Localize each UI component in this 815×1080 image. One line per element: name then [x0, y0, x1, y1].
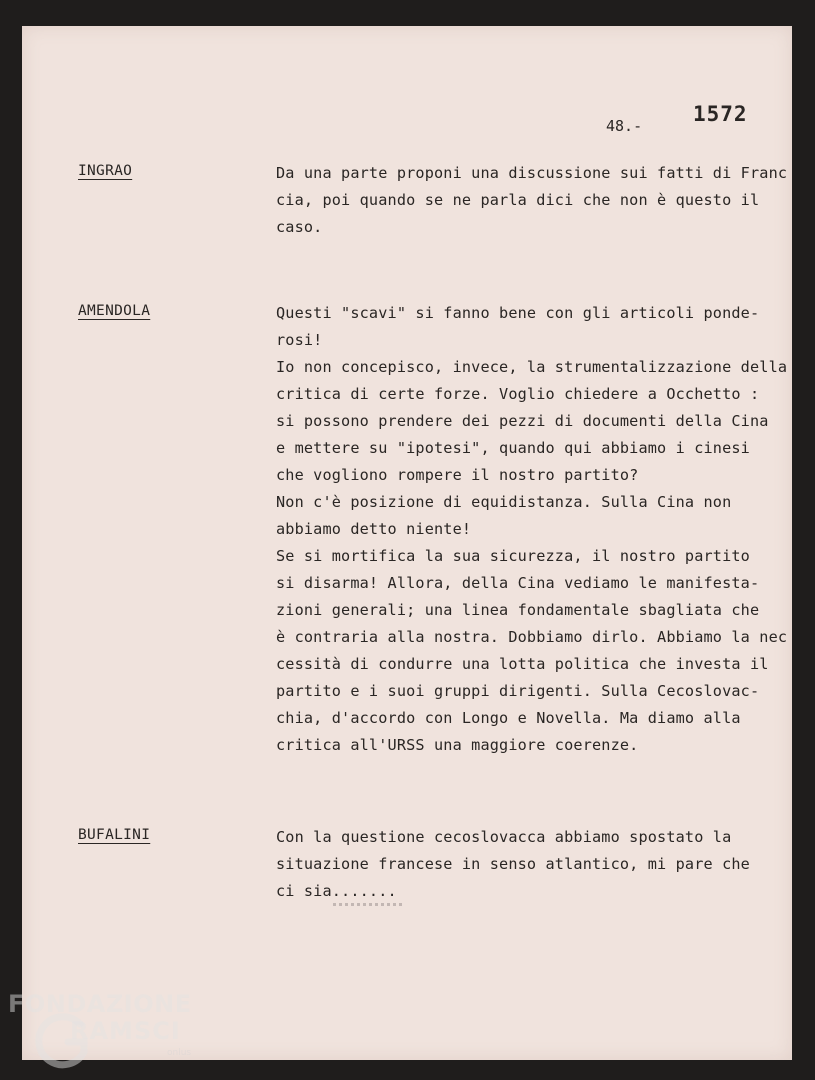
speech-line: rosi! [276, 331, 323, 349]
dotted-underline-mark [333, 903, 403, 906]
speaker-bufalini: BUFALINI [78, 827, 151, 843]
speech-line: è contraria alla nostra. Dobbiamo dirlo. Abbiamo la nec [276, 628, 788, 646]
speech-line: caso. [276, 218, 323, 236]
speech-bufalini [276, 824, 792, 905]
speaker-ingrao: INGRAO [78, 163, 133, 179]
speech-line: zioni generali; una linea fondamentale sbagliata che [276, 601, 760, 619]
speech-line: Io non concepisco, invece, la strumentalizzazione della [276, 358, 788, 376]
speech-line: situazione francese in senso atlantico, mi pare che [276, 855, 750, 873]
speech-line: si possono prendere dei pezzi di documenti della Cina [276, 412, 769, 430]
logo-text-gramsci: RAMSCI [70, 1017, 181, 1045]
speech-line: abbiamo detto niente! [276, 520, 472, 538]
speech-line: Non c'è posizione di equidistanza. Sulla Cina non [276, 493, 732, 511]
speech-line: si disarma! Allora, della Cina vediamo le manifesta- [276, 574, 760, 592]
speech-line: cessità di condurre una lotta politica che investa il [276, 655, 769, 673]
fondazione-gramsci-logo [4, 990, 204, 1070]
speech-line: Questi "scavi" si fanno bene con gli articoli ponde- [276, 304, 760, 322]
speech-line: chia, d'accordo con Longo e Novella. Ma diamo alla [276, 709, 741, 727]
speech-line: critica di certe forze. Voglio chiedere a Occhetto : [276, 385, 760, 403]
speech-line: Se si mortifica la sua sicurezza, il nostro partito [276, 547, 750, 565]
sub-page-number: 48.- [606, 117, 643, 135]
speech-line: Con la questione cecoslovacca abbiamo spostato la [276, 828, 732, 846]
logo-text-onlus: onlus [167, 1048, 192, 1058]
speech-line: ci sia....... [276, 882, 397, 900]
speech-line: Da una parte proponi una discussione sui fatti di Franc [276, 164, 788, 182]
speech-line: e mettere su "ipotesi", quando qui abbiamo i cinesi [276, 439, 750, 457]
speaker-amendola: AMENDOLA [78, 303, 151, 319]
speech-line: cia, poi quando se ne parla dici che non è questo il [276, 191, 760, 209]
speech-amendola [276, 300, 792, 759]
logo-text-fondazione: FONDAZIONE [8, 990, 192, 1018]
speech-ingrao [276, 160, 792, 241]
speech-line: che vogliono rompere il nostro partito? [276, 466, 639, 484]
page-number: 1572 [693, 102, 748, 126]
speech-line: partito e i suoi gruppi dirigenti. Sulla Cecoslovac- [276, 682, 760, 700]
speech-line: critica all'URSS una maggiore coerenze. [276, 736, 639, 754]
